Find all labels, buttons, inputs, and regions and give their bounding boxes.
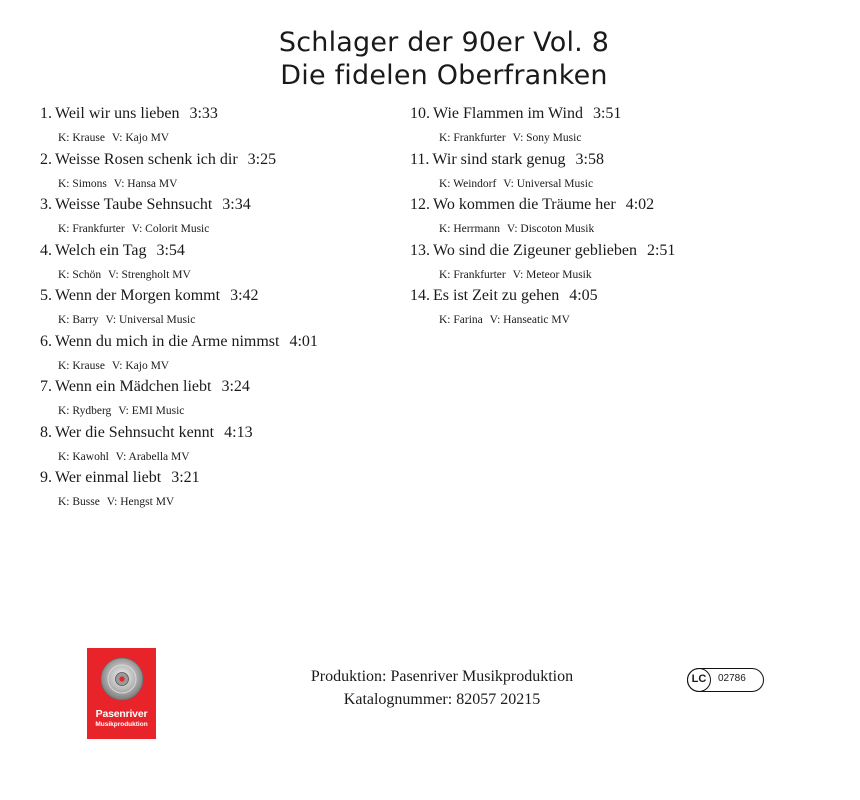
catalog-number: Katalognummer: 82057 20215: [343, 691, 541, 708]
track-composer: K: Busse: [58, 496, 100, 508]
track-composer: K: Kawohl: [58, 450, 109, 463]
track-duration: 3:54: [156, 241, 185, 259]
track-item: [40, 467, 400, 513]
label-logo-name: Pasenriver: [95, 708, 148, 720]
track-item: [410, 194, 850, 240]
artist-name: Die fidelen Oberfranken: [280, 60, 608, 91]
track-item: [410, 240, 850, 286]
track-number: 9.: [40, 469, 52, 486]
track-composer: K: Schön: [58, 268, 102, 281]
track-number: 2.: [40, 150, 52, 168]
track-item: [40, 149, 400, 195]
track-publisher: V: Sony Music: [512, 132, 582, 144]
track-number: 1.: [40, 105, 52, 122]
track-title: Wenn du mich in die Arme nimmst: [55, 332, 280, 350]
track-duration: 2:51: [646, 241, 676, 259]
track-duration: 4:01: [289, 332, 318, 350]
track-duration: 3:33: [189, 105, 218, 122]
track-title: Weil wir uns lieben: [55, 105, 180, 122]
track-duration: 4:02: [625, 196, 655, 213]
track-title: Welch ein Tag: [55, 241, 147, 259]
track-title: Wer die Sehnsucht kennt: [55, 423, 215, 441]
track-number: 6.: [40, 332, 52, 350]
track-publisher: V: Kajo MV: [111, 359, 170, 372]
track-duration: 3:21: [171, 469, 200, 486]
production-line: Produktion: Pasenriver Musikproduktion: [310, 668, 574, 685]
track-publisher: V: Hansa MV: [113, 177, 178, 190]
track-duration: 3:58: [575, 150, 604, 168]
track-item: [40, 285, 400, 331]
track-composer: K: Weindorf: [439, 177, 497, 190]
track-item: [40, 103, 400, 149]
track-publisher: V: Hengst MV: [106, 496, 175, 508]
track-number: 12.: [410, 196, 430, 213]
track-duration: 3:51: [592, 105, 622, 122]
track-publisher: V: EMI Music: [118, 405, 185, 417]
track-publisher: V: Arabella MV: [115, 450, 190, 463]
track-publisher: V: Kajo MV: [111, 132, 170, 144]
track-item: [410, 285, 850, 331]
track-composer: K: Rydberg: [58, 405, 112, 417]
track-publisher: V: Hanseatic MV: [489, 314, 570, 326]
track-publisher: V: Universal Music: [503, 177, 594, 190]
track-item: [40, 422, 400, 468]
track-item: [410, 149, 850, 195]
album-title: Schlager der 90er Vol. 8: [278, 27, 610, 58]
track-publisher: V: Meteor Musik: [512, 268, 592, 281]
track-composer: K: Frankfurter: [58, 223, 125, 235]
track-number: 4.: [40, 241, 52, 259]
track-number: 13.: [410, 241, 430, 259]
track-duration: 3:34: [222, 196, 251, 213]
label-code-badge: [687, 668, 764, 692]
tracklist-left: [40, 103, 400, 513]
track-duration: 4:05: [569, 287, 598, 304]
track-publisher: V: Discoton Musik: [506, 223, 595, 235]
track-number: 11.: [410, 150, 430, 168]
track-number: 5.: [40, 287, 52, 304]
label-logo: [87, 648, 156, 739]
track-item: [40, 331, 400, 377]
track-duration: 3:25: [247, 150, 277, 168]
track-composer: K: Krause: [58, 132, 105, 144]
track-composer: K: Simons: [58, 177, 107, 190]
track-composer: K: Herrmann: [439, 223, 500, 235]
track-composer: K: Frankfurter: [439, 268, 506, 281]
track-title: Wo sind die Zigeuner geblieben: [433, 241, 637, 259]
track-title: Wir sind stark genug: [432, 150, 566, 168]
track-title: Wie Flammen im Wind: [433, 105, 583, 122]
track-duration: 3:24: [221, 378, 250, 395]
track-title: Wer einmal liebt: [55, 469, 162, 486]
track-number: 14.: [410, 287, 430, 304]
track-number: 7.: [40, 378, 52, 395]
track-title: Wenn ein Mädchen liebt: [55, 378, 212, 395]
label-code-number: 02786: [718, 673, 746, 684]
track-title: Wo kommen die Träume her: [433, 196, 616, 213]
production-info: [262, 665, 622, 711]
track-publisher: V: Universal Music: [105, 314, 196, 326]
track-composer: K: Farina: [439, 314, 483, 326]
label-logo-subtitle: Musikproduktion: [95, 721, 148, 728]
track-number: 8.: [40, 423, 52, 441]
track-item: [40, 240, 400, 286]
track-title: Weisse Rosen schenk ich dir: [55, 150, 238, 168]
track-duration: 4:13: [224, 423, 253, 441]
track-composer: K: Krause: [58, 359, 105, 372]
track-item: [40, 376, 400, 422]
track-publisher: V: Colorit Music: [131, 223, 210, 235]
track-title: Wenn der Morgen kommt: [55, 287, 221, 304]
track-duration: 3:42: [230, 287, 259, 304]
track-item: [40, 194, 400, 240]
track-item: [410, 103, 850, 149]
track-composer: K: Frankfurter: [439, 132, 506, 144]
track-composer: K: Barry: [58, 314, 99, 326]
track-publisher: V: Strengholt MV: [108, 268, 191, 281]
label-code-prefix: LC: [687, 668, 711, 692]
track-title: Weisse Taube Sehnsucht: [55, 196, 213, 213]
compact-disc-icon: [99, 652, 145, 704]
track-title: Es ist Zeit zu gehen: [433, 287, 560, 304]
track-number: 3.: [40, 196, 52, 213]
track-number: 10.: [410, 105, 430, 122]
tracklist-right: [410, 103, 850, 331]
